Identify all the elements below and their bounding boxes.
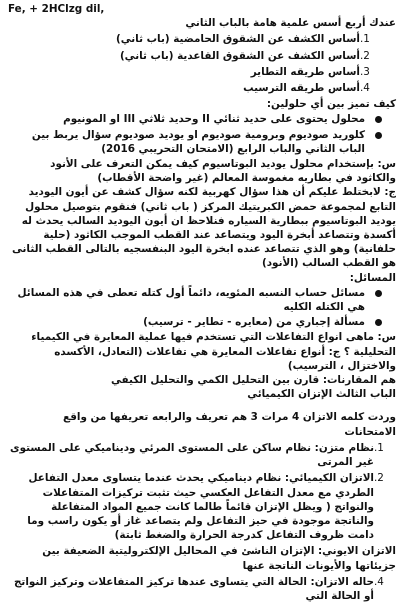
item-text: محلول يحتوى على حديد ثنائي II وحديد ثلاثي III او المونيوم xyxy=(63,113,365,126)
list-item xyxy=(8,575,396,603)
list-item xyxy=(8,49,396,63)
intro-heading: عندك أربع أسس علمية هامة بالباب الثاني xyxy=(185,17,396,30)
list-item xyxy=(8,32,396,46)
bases-list xyxy=(8,32,396,95)
bullet-icon xyxy=(375,116,382,123)
problems-heading: المسائل: xyxy=(349,271,396,284)
item-number: .4 xyxy=(360,82,370,95)
item-number: .3 xyxy=(360,65,370,78)
equation-line: Fe, + 2HClzg dil, xyxy=(8,3,105,15)
distinguish-question: كيف تميز بين أي حلولين: xyxy=(266,98,396,111)
list-item xyxy=(8,441,396,469)
intro-2: وردت كلمه الاتزان 4 مرات 3 هم تعريف والرابعه تعريفها من واقع الامتحانات xyxy=(63,411,396,438)
item-text: أساس طريقه الترسيب xyxy=(243,82,360,95)
item-text: أساس الكشف عن الشقوق الحامضية (باب ثاني) xyxy=(116,33,360,46)
item-text: مسألة إجباري من (معايره - تطاير - ترسيب) xyxy=(143,316,365,329)
item-number: .1 xyxy=(360,33,370,46)
bullet-icon xyxy=(375,319,382,326)
list-item xyxy=(8,315,396,329)
item-number: .1 xyxy=(374,441,384,454)
item-number: .4 xyxy=(374,575,384,588)
list-item xyxy=(8,471,396,542)
item-text: نظام متزن: نظام ساكن على المستوى المرئي وديناميكي على المستوى غير المرتى xyxy=(10,441,374,469)
ionic-definition: الاتزان الايوني: الإتزان الناشئ في المحاليل الإلكتروليتية الضعيفة بين جزيئاتها والأيونات الناتجة عنها xyxy=(42,545,396,572)
list-item xyxy=(8,286,396,314)
item-number: .2 xyxy=(360,49,370,62)
list-item xyxy=(8,65,396,79)
chapter-heading: الباب الثالث الإتزان الكيميائي xyxy=(247,388,396,401)
question-2: س: ماهى انواع التفاعلات التي تستخدم فيها عملية المعايرة في الكيمياء التحليلية ؟ ج: أنواع تفاعلات المعايرة هي تفاعلات (التعادل، الأكسده والاختزال ، الترسيب) xyxy=(31,331,396,372)
bullet-icon xyxy=(375,290,382,297)
list-item xyxy=(8,112,396,126)
list-item xyxy=(8,81,396,95)
spacer xyxy=(8,401,396,410)
list-item xyxy=(8,128,396,156)
item-text: مسائل حساب النسبه المئويه، دائماً أول كتله تعطى في هذه المسائل هي الكتله الكليه xyxy=(17,286,365,314)
question-1: س: بإستخدام محلول يوديد البوتاسيوم كيف يمكن التعرف على الأنود والكاثود في بطاريه مغموسة المعالم (غير واضحة الأقطاب) xyxy=(50,158,396,185)
item-number: .2 xyxy=(374,472,384,485)
comparisons-line: هم المقارنات: قارن بين التحليل الكمي والتحليل الكيفي xyxy=(111,374,396,387)
item-text: الاتزان الكيميائي: نظام ديناميكي يحدث عندما يتساوى معدل التفاعل الطردي مع معدل التفاعل العكسي حيث تثبت تركيزات المتفاعلات والنواتج ( ويظل الإتزان قائماً طالما كانت جميع المواد المتفاعلة والناتجة موجودة في حيز التفاعل ولم يتصاعد غاز أو يكون راسب وما دامت ظروف التفاعل كدرجة الحرارة والضغط ثابتة) xyxy=(27,472,374,542)
item-text: أساس الكشف عن الشقوق القاعدية (باب ثاني) xyxy=(119,49,360,62)
item-text: حاله الاتزان: الحالة التي يتساوى عندها تركيز المتفاعلات وتركيز النواتج أو الحالة التي xyxy=(13,575,374,602)
item-text: كلوريد صوديوم وبرومية صوديوم او يوديد صوديوم سؤال يربط بين الباب الثاني والباب الرابع (الامتحان التحريبي 2016) xyxy=(31,128,365,155)
item-text: أساس طريقه التطاير xyxy=(250,65,360,78)
bullet-icon xyxy=(375,132,382,139)
answer-1: ج: لابختلط عليكم أن هذا سؤال كهربية لكنه سؤال كشف عن أيون اليوديد التابع لمجموعة حمض الكبريتيك المركز ( باب ثاني) فنقوم بتوصيل محلول يوديد البوتاسيوم ببطارية السياره فنلاحظ ان أيون اليوديد السالب يحدث له أكسدة وتتصاعد أبخرة اليود ويتصاعد عند القطب الموجب الكاثود (حلية حلفانية) وهو الذي تتصاعد عنده ابخرة اليود البنفسجيه بالتالى القطب الثانى هو القطب السالب (الأنود) xyxy=(12,186,396,270)
